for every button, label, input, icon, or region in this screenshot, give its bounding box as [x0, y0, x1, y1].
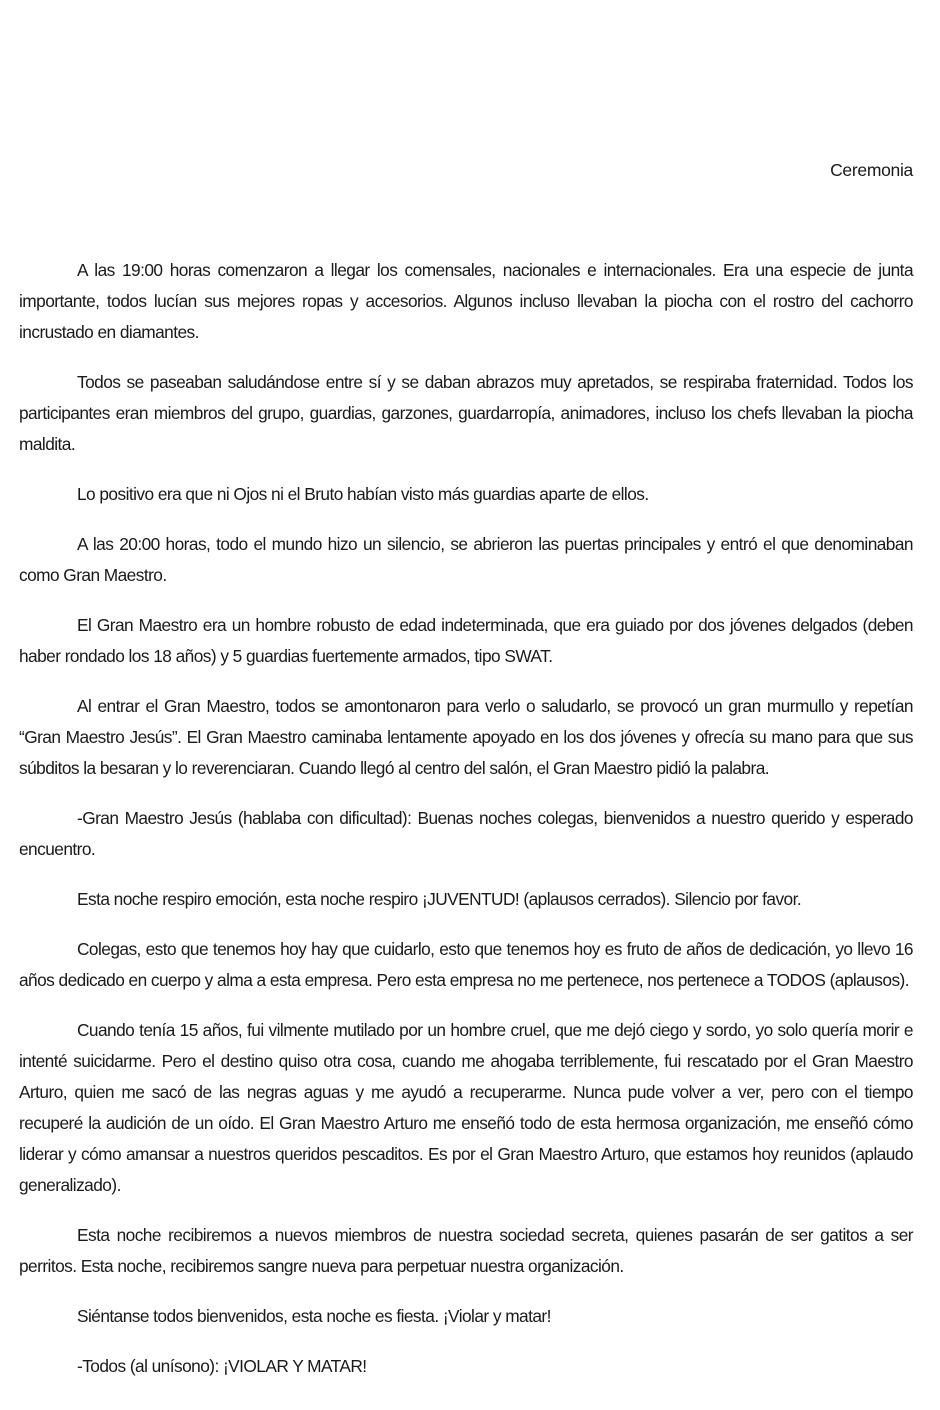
paragraph-13: -Todos (al unísono): ¡VIOLAR Y MATAR!	[77, 1356, 367, 1376]
paragraph-6: Al entrar el Gran Maestro, todos se amontonaron para verlo o saludarlo, se provocó un gran murmullo y repetían “Gran Maestro Jesús”. El Gran Maestro caminaba lentamente apoyado en los dos jóvenes y ofrecía su mano para que sus súbditos la besaran y lo reverenciaran. Cuando llegó al centro del salón, el Gran Maestro pidió la palabra.	[19, 696, 913, 778]
paragraph-1: A las 19:00 horas comenzaron a llegar los comensales, nacionales e internacionales. Era una especie de junta importante, todos lucían sus mejores ropas y accesorios. Algunos incluso llevaban la piocha con el rostro del cachorro incrustado en diamantes.	[19, 260, 913, 342]
paragraph-11: Esta noche recibiremos a nuevos miembros de nuestra sociedad secreta, quienes pasarán de ser gatitos a ser perritos. Esta noche, recibiremos sangre nueva para perpetuar nuestra organización.	[19, 1225, 913, 1276]
paragraph-12: Siéntanse todos bienvenidos, esta noche es fiesta. ¡Violar y matar!	[77, 1306, 551, 1326]
paragraph-8: Esta noche respiro emoción, esta noche respiro ¡JUVENTUD! (aplausos cerrados). Silencio por favor.	[77, 889, 802, 909]
document-page	[19, 0, 913, 1410]
paragraph-10: Cuando tenía 15 años, fui vilmente mutilado por un hombre cruel, que me dejó ciego y sordo, yo solo quería morir e intenté suicidarme. Pero el destino quiso otra cosa, cuando me ahogaba terriblemente, fui rescatado por el Gran Maestro Arturo, quien me sacó de las negras aguas y me ayudó a recuperarme. Nunca pude volver a ver, pero con el tiempo recuperé la audición de un oído. El Gran Maestro Arturo me enseñó todo de esta hermosa organización, me enseñó cómo liderar y cómo amansar a nuestros queridos pescaditos. Es por el Gran Maestro Arturo, que estamos hoy reunidos (aplaudo generalizado).	[19, 1020, 913, 1195]
paragraph-2: Todos se paseaban saludándose entre sí y se daban abrazos muy apretados, se respiraba fraternidad. Todos los participantes eran miembros del grupo, guardias, garzones, guardarropía, animadores, incluso los chefs llevaban la piocha maldita.	[19, 372, 913, 454]
paragraph-3: Lo positivo era que ni Ojos ni el Bruto habían visto más guardias aparte de ellos.	[77, 484, 649, 504]
paragraph-9: Colegas, esto que tenemos hoy hay que cuidarlo, esto que tenemos hoy es fruto de años de dedicación, yo llevo 16 años dedicado en cuerpo y alma a esta empresa. Pero esta empresa no me pertenece, nos pertenece a TODOS (aplausos).	[19, 939, 913, 990]
paragraph-4: A las 20:00 horas, todo el mundo hizo un silencio, se abrieron las puertas principales y entró el que denominaban como Gran Maestro.	[19, 534, 913, 585]
document-body	[19, 255, 913, 1401]
paragraph-7: -Gran Maestro Jesús (hablaba con dificultad): Buenas noches colegas, bienvenidos a nuestro querido y esperado encuentro.	[19, 808, 913, 859]
paragraph-5: El Gran Maestro era un hombre robusto de edad indeterminada, que era guiado por dos jóvenes delgados (deben haber rondado los 18 años) y 5 guardias fuertemente armados, tipo SWAT.	[19, 615, 913, 666]
document-title: Ceremonia	[830, 160, 913, 180]
